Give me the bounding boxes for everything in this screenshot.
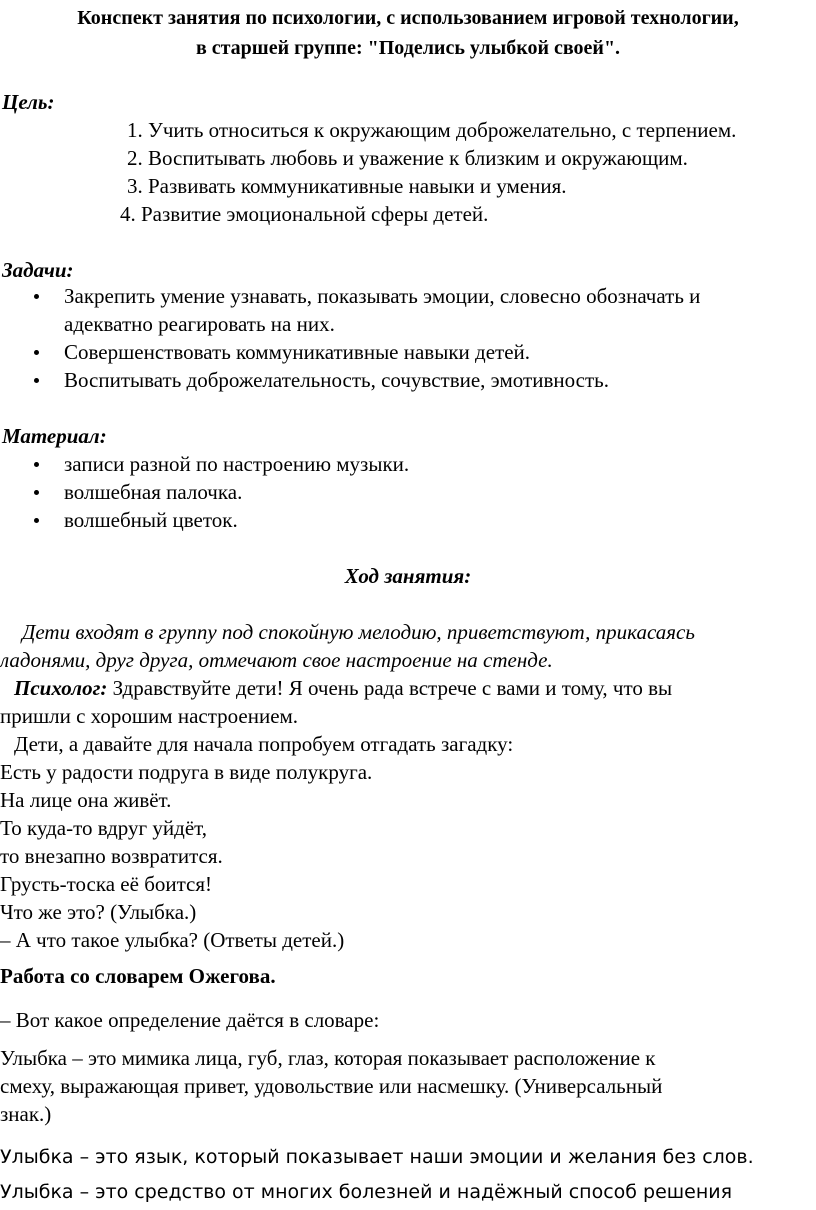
material-heading: Материал: — [2, 424, 107, 448]
goal-heading: Цель: — [2, 90, 55, 114]
speaker-label: Психолог: — [14, 676, 108, 700]
task-item-1-line-2: адекватно реагировать на них. — [64, 312, 335, 336]
document-title-line-1: Конспект занятия по психологии, с использованием игровой технологии, — [77, 7, 739, 29]
riddle-line-7: – А что такое улыбка? (Ответы детей.) — [0, 928, 345, 952]
riddle-line-4: то внезапно возвратится. — [0, 844, 223, 868]
bullet-icon — [34, 490, 39, 495]
dictionary-intro: – Вот какое определение даётся в словаре: — [0, 1008, 380, 1032]
document-title-line-2: в старшей группе: "Поделись улыбкой своей". — [195, 37, 621, 59]
material-item-3-text: волшебный цветок. — [64, 508, 238, 532]
riddle-line-6: Что же это? (Улыбка.) — [0, 900, 197, 924]
greeting-text: Здравствуйте дети! Я очень рада встрече с вами и тому, что вы — [107, 676, 673, 700]
lesson-intro-line-1: Дети входят в группу под спокойную мелодию, приветствуют, прикасаясь — [22, 620, 695, 644]
goal-item-4: 4. Развитие эмоциональной сферы детей. — [120, 202, 489, 226]
lesson-intro-line-2: ладонями, друг друга, отмечают свое настроение на стенде. — [0, 648, 553, 672]
material-item-2-text: волшебная палочка. — [64, 480, 243, 504]
tasks-heading: Задачи: — [2, 258, 74, 282]
task-item-2-text: Совершенствовать коммуникативные навыки детей. — [64, 340, 531, 364]
goal-item-1: 1. Учить относиться к окружающим доброжелательно, с терпением. — [127, 118, 737, 142]
psychologist-greeting-line-2: пришли с хорошим настроением. — [0, 704, 299, 728]
riddle-line-2: На лице она живёт. — [0, 788, 172, 812]
bullet-icon — [34, 350, 39, 355]
riddle-intro: Дети, а давайте для начала попробуем отгадать загадку: — [14, 732, 514, 756]
definition-line-1: Улыбка – это мимика лица, губ, глаз, которая показывает расположение к — [0, 1046, 656, 1070]
task-item-1-line-1: Закрепить умение узнавать, показывать эмоции, словесно обозначать и — [64, 284, 701, 308]
definition-line-2: смеху, выражающая привет, удовольствие или насмешку. (Универсальный — [0, 1074, 663, 1098]
dictionary-heading: Работа со словарем Ожегова. — [0, 964, 276, 988]
bullet-icon — [34, 378, 39, 383]
riddle-line-5: Грусть-тоска её боится! — [0, 872, 213, 896]
task-item-3-text: Воспитывать доброжелательность, сочувствие, эмотивность. — [64, 368, 609, 392]
material-item-1-text: записи разной по настроению музыки. — [64, 452, 410, 476]
goal-item-3: 3. Развивать коммуникативные навыки и умения. — [127, 174, 567, 198]
bullet-icon — [34, 518, 39, 523]
lesson-heading: Ход занятия: — [344, 564, 472, 588]
psychologist-greeting-line-1 — [14, 674, 672, 702]
goal-item-2: 2. Воспитывать любовь и уважение к близким и окружающим. — [127, 146, 688, 170]
bullet-icon — [34, 294, 39, 299]
definition-line-3: знак.) — [0, 1102, 52, 1126]
bullet-icon — [34, 462, 39, 467]
smile-definition-extra-1: Улыбка – это язык, который показывает наши эмоции и желания без слов. — [0, 1146, 754, 1168]
smile-definition-extra-2: Улыбка – это средство от многих болезней и надёжный способ решения — [0, 1181, 733, 1203]
riddle-line-1: Есть у радости подруга в виде полукруга. — [0, 760, 373, 784]
riddle-line-3: То куда-то вдруг уйдёт, — [0, 816, 207, 840]
